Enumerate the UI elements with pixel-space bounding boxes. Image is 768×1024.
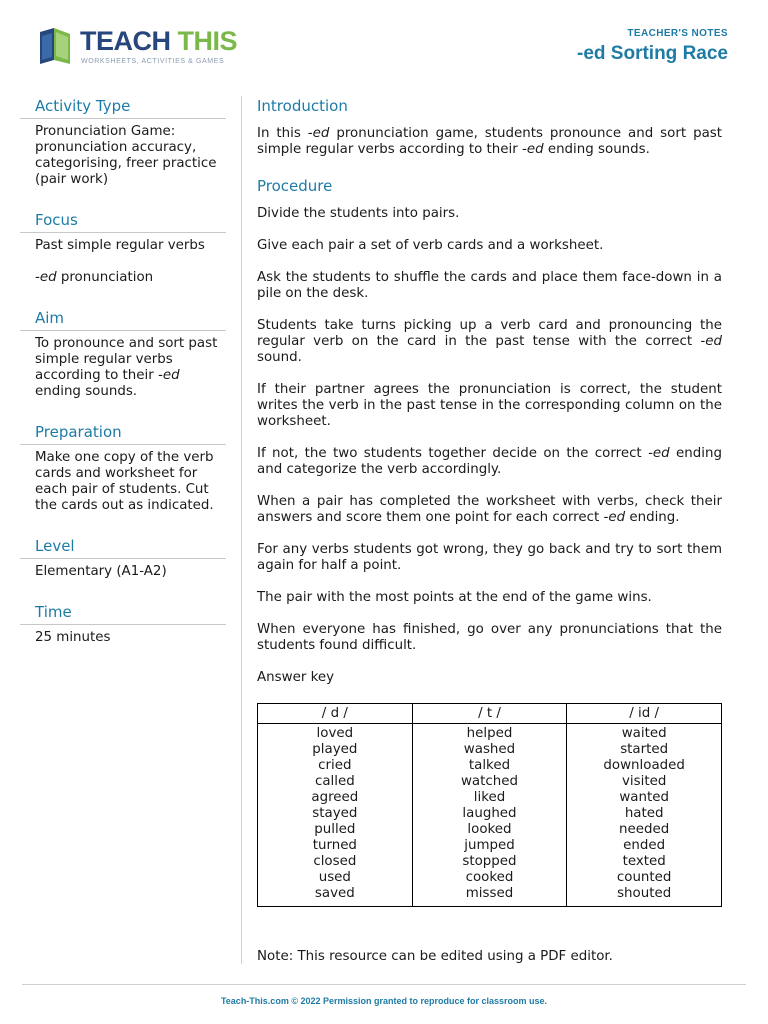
- preparation-section: [20, 422, 226, 514]
- activity-type-text: Pronunciation Game: pronunciation accuracy, categorising, freer practice (pair work): [35, 124, 217, 187]
- answer-word: texted: [622, 854, 666, 869]
- procedure-step-5: If their partner agrees the pronunciation is correct, the student writes the verb in the past tense in the corresponding column on the worksheet.: [257, 382, 722, 429]
- answer-word: ended: [623, 838, 666, 853]
- answer-word: cooked: [465, 870, 514, 885]
- answer-word: talked: [468, 758, 511, 773]
- focus-section: [20, 210, 226, 286]
- introduction-text: [257, 126, 722, 158]
- time-text: 25 minutes: [35, 630, 111, 645]
- focus-ed-em: -ed: [35, 270, 57, 285]
- answer-word: counted: [616, 870, 672, 885]
- step-7-b: ending.: [625, 510, 680, 525]
- procedure-step-4: [257, 318, 722, 366]
- answer-word: pulled: [314, 822, 356, 837]
- procedure-step-1: Divide the students into pairs.: [257, 206, 460, 221]
- answer-word: needed: [619, 822, 670, 837]
- d-column: [258, 724, 413, 907]
- answer-word: cried: [318, 758, 352, 773]
- answer-word: closed: [313, 854, 357, 869]
- answer-word: turned: [312, 838, 357, 853]
- aim-text: [35, 336, 226, 400]
- column-header-d: / d /: [258, 704, 413, 724]
- book-icon: [36, 24, 78, 66]
- preparation-heading: Preparation: [20, 422, 226, 445]
- answer-word: helped: [466, 726, 513, 741]
- logo-tagline: WORKSHEETS, ACTIVITIES & GAMES: [81, 58, 225, 65]
- answer-word: called: [314, 774, 355, 789]
- teach-this-logo: [36, 24, 236, 72]
- intro-c: ending sounds.: [543, 142, 650, 157]
- procedure-step-6: [257, 446, 722, 478]
- procedure-heading: Procedure: [257, 177, 333, 195]
- answer-word: loved: [316, 726, 354, 741]
- answer-word: hated: [624, 806, 664, 821]
- answer-word: used: [318, 870, 351, 885]
- answer-word: played: [312, 742, 358, 757]
- answer-word: agreed: [311, 790, 359, 805]
- level-section: [20, 536, 226, 580]
- answer-word: downloaded: [603, 758, 685, 773]
- answer-word: jumped: [464, 838, 515, 853]
- answer-key-label: Answer key: [257, 670, 335, 685]
- sidebar: [20, 96, 226, 668]
- column-divider: [241, 96, 242, 964]
- answer-word: liked: [473, 790, 506, 805]
- answer-key-header-row: [258, 704, 722, 724]
- logo-word-this: THIS: [177, 26, 238, 56]
- aim-text-b: ending sounds.: [35, 384, 138, 399]
- footer-divider: [22, 984, 746, 985]
- answer-word: stayed: [312, 806, 358, 821]
- header-label: TEACHER'S NOTES: [627, 28, 728, 39]
- step-7-a: When a pair has completed the worksheet with verbs, check their answers and score them one point for each correct: [257, 494, 722, 525]
- t-column: [412, 724, 567, 907]
- answer-key-table: [257, 703, 722, 907]
- answer-word: stopped: [462, 854, 517, 869]
- page-header: [0, 0, 768, 80]
- column-header-id: / id /: [567, 704, 722, 724]
- intro-em-1: -ed: [307, 126, 330, 141]
- step-7-em: -ed: [603, 510, 626, 525]
- procedure-step-2: Give each pair a set of verb cards and a worksheet.: [257, 238, 604, 253]
- id-column: [567, 724, 722, 907]
- step-6-a: If not, the two students together decide on the correct: [257, 446, 649, 461]
- aim-section: [20, 308, 226, 400]
- intro-a: In this: [257, 126, 308, 141]
- step-6-b: ending and categorize the verb accordingly.: [257, 446, 722, 477]
- answer-word: visited: [621, 774, 667, 789]
- activity-type-heading: Activity Type: [20, 96, 226, 119]
- procedure-step-10: When everyone has finished, go over any pronunciations that the students found difficult.: [257, 622, 722, 653]
- answer-word: started: [620, 742, 669, 757]
- focus-line-2: [35, 270, 226, 286]
- step-4-a: Students take turns picking up a verb card and pronouncing the regular verb on the card in the past tense with the correct: [257, 318, 722, 349]
- logo-word-teach: TEACH: [80, 26, 171, 56]
- level-heading: Level: [20, 536, 226, 559]
- introduction-heading: Introduction: [257, 97, 348, 115]
- aim-heading: Aim: [20, 308, 226, 331]
- step-4-b: sound.: [257, 350, 302, 365]
- aim-ed-em: -ed: [158, 368, 180, 383]
- intro-b: pronunciation game, students pronounce and sort past simple regular verbs according to their: [257, 126, 722, 157]
- procedure-step-7: [257, 494, 722, 526]
- answer-word: looked: [467, 822, 512, 837]
- procedure-step-9: The pair with the most points at the end of the game wins.: [257, 590, 652, 605]
- answer-word: laughed: [462, 806, 517, 821]
- column-header-t: / t /: [412, 704, 567, 724]
- footer-copyright: Teach-This.com © 2022 Permission granted to reproduce for classroom use.: [220, 996, 548, 1006]
- intro-em-2: -ed: [522, 142, 544, 157]
- main-content: [257, 96, 722, 907]
- focus-line-1: Past simple regular verbs: [35, 238, 205, 253]
- procedure-step-8: For any verbs students got wrong, they go back and try to sort them again for half a point.: [257, 542, 722, 573]
- procedure-step-3: Ask the students to shuffle the cards and place them face-down in a pile on the desk.: [257, 270, 722, 301]
- answer-word: washed: [463, 742, 516, 757]
- editor-note: Note: This resource can be edited using a PDF editor.: [257, 949, 613, 964]
- answer-word: missed: [465, 886, 514, 901]
- answer-word: saved: [314, 886, 355, 901]
- time-section: [20, 602, 226, 646]
- step-6-em: -ed: [648, 446, 670, 461]
- activity-type-section: [20, 96, 226, 188]
- step-4-em: -ed: [700, 334, 722, 349]
- page-title: -ed Sorting Race: [577, 43, 728, 64]
- focus-line-2-rest: pronunciation: [56, 270, 154, 285]
- time-heading: Time: [20, 602, 226, 625]
- answer-word: watched: [460, 774, 518, 789]
- logo-wordmark: [80, 26, 237, 57]
- answer-word: shouted: [617, 886, 672, 901]
- aim-text-a: To pronounce and sort past simple regular verbs according to their: [35, 336, 218, 383]
- focus-heading: Focus: [20, 210, 226, 233]
- level-text: Elementary (A1-A2): [35, 564, 167, 579]
- answer-key-body-row: [258, 724, 722, 907]
- preparation-text: Make one copy of the verb cards and worksheet for each pair of students. Cut the cards out as indicated.: [35, 450, 214, 513]
- answer-word: wanted: [619, 790, 669, 805]
- answer-word: waited: [621, 726, 667, 741]
